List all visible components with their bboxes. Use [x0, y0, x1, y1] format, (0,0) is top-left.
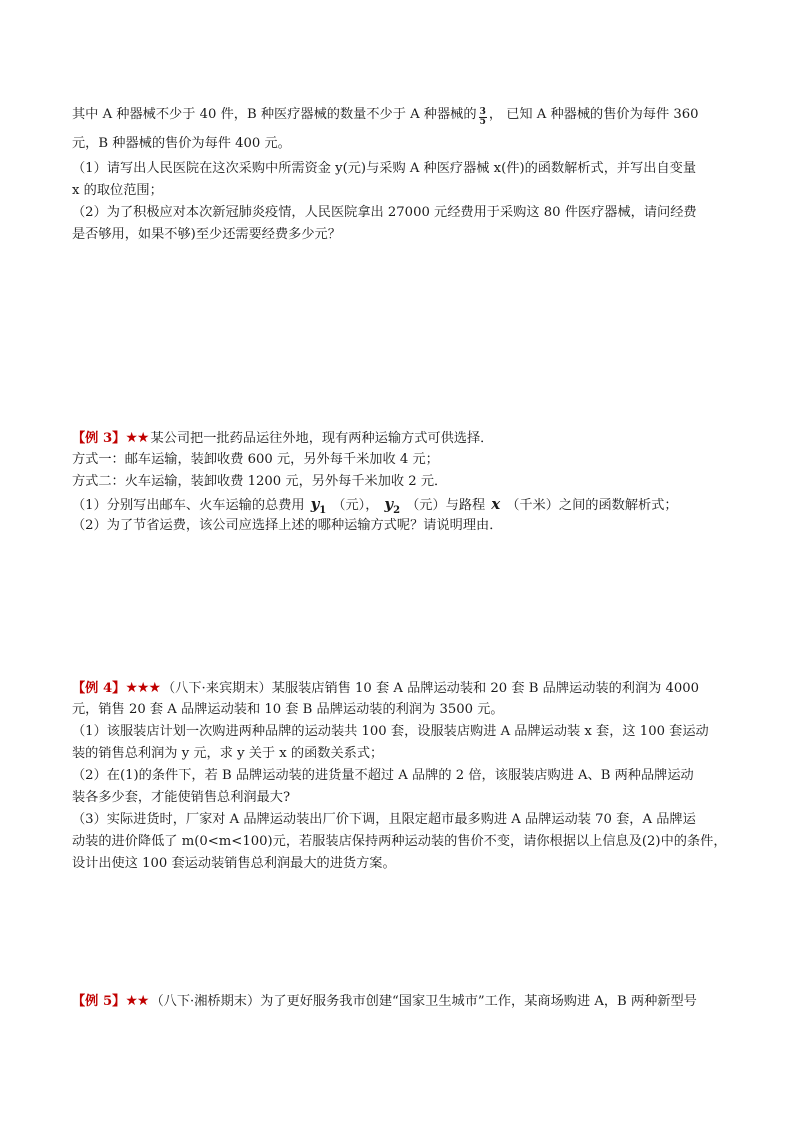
question-3-line: （3）实际进货时，厂家对 A 品牌运动装出厂价下调，且限定超市最多购进 A 品牌运动装 70 套，A 品牌运: [72, 812, 696, 827]
question-2-line: （2）为了积极应对本次新冠肺炎疫情，人民医院拿出 27000 元经费用于采购这 80 件医疗器械，请问经费: [72, 205, 697, 220]
var-letter: y: [384, 495, 394, 513]
variable-x: x: [491, 495, 501, 513]
var-subscript: 2: [393, 505, 401, 516]
question-2-line: （2）为了节省运费，该公司应选择上述的哪种运输方式呢？请说明理由．: [72, 518, 503, 533]
example-title: （八下·来宾期末）某服装店销售 10 套 A 品牌运动装和 20 套 B 品牌运动装的利润为 4000: [162, 681, 700, 696]
question-1-line: x 的取位范围；: [72, 183, 163, 198]
text-segment: （元），: [332, 498, 379, 513]
example-title: （八下·湘桥期末）为了更好服务我市创建“国家卫生城市”工作，某商场购进 A，B 两种新型号: [150, 994, 697, 1009]
text-segment: （1）分别写出邮车、火车运输的总费用: [72, 498, 305, 513]
fraction-three-fifths: [479, 108, 487, 127]
example-tag: 【例 3】: [72, 431, 126, 446]
question-2-line: （2）在(1)的条件下，若 B 品牌运动装的进货量不超过 A 品牌的 2 倍，该服装店购进 A、B 两种品牌运动: [72, 768, 694, 783]
problem-text-line: [72, 104, 732, 127]
text-segment: ， 已知 A 种器械的售价为每件 360: [488, 107, 699, 122]
text-segment: 其中 A 种器械不少于 40 件，B 种医疗器械的数量不少于 A 种器械的: [72, 107, 477, 122]
problem-text-line: 方式二：火车运输，装卸收费 1200 元，另外每千米加收 2 元．: [72, 474, 448, 489]
fraction-numerator: 3: [479, 107, 486, 117]
example-3-heading: [72, 427, 732, 450]
problem-text-line: 方式一：邮车运输，装卸收费 600 元，另外每千米加收 4 元；: [72, 452, 439, 467]
question-2-line: 装各多少套，才能使销售总利润最大?: [72, 790, 291, 805]
text-segment: （千米）之间的函数解析式；: [506, 498, 678, 513]
difficulty-stars-icon: ★★: [125, 430, 149, 446]
example-tag: 【例 4】: [72, 681, 126, 696]
question-1-line: （1）请写出人民医院在这次采购中所需资金 y(元)与采购 A 种医疗器械 x(件)的函数解析式，并写出自变量: [72, 161, 697, 176]
fraction-denominator: 5: [479, 117, 486, 127]
text-segment: （元）与路程: [406, 498, 486, 513]
problem-text-line: 元，B 种器械的售价为每件 400 元。: [72, 136, 291, 151]
var-subscript: 1: [319, 505, 327, 516]
difficulty-stars-icon: ★★: [125, 993, 149, 1009]
problem-text-line: 元，销售 20 套 A 品牌运动装和 10 套 B 品牌运动装的利润为 3500 元。: [72, 702, 504, 717]
example-title: 某公司把一批药品运往外地，现有两种运输方式可供选择．: [150, 431, 494, 446]
question-1-line: （1）该服装店计划一次购进两种品牌的运动装共 100 套，设服装店购进 A 品牌运动装 x 套，这 100 套运动: [72, 724, 709, 739]
question-3-line: 动装的进价降低了 m(0<m<100)元，若服装店保持两种运动装的售价不变，请你根据以上信息及(2)中的条件，: [72, 834, 727, 849]
difficulty-stars-icon: ★★★: [125, 680, 160, 696]
example-5-heading: [72, 990, 732, 1013]
question-2-line: 是否够用，如果不够)至少还需要经费多少元？: [72, 227, 341, 242]
var-letter: y: [310, 495, 320, 513]
variable-y2: [384, 495, 401, 516]
question-3-line: 设计出使这 100 套运动装销售总利润最大的进货方案。: [72, 856, 396, 871]
variable-y1: [310, 495, 327, 516]
example-tag: 【例 5】: [72, 994, 126, 1009]
example-4-heading: [72, 677, 732, 700]
question-1-line: 装的销售总利润为 y 元，求 y 关于 x 的函数关系式；: [72, 746, 384, 761]
